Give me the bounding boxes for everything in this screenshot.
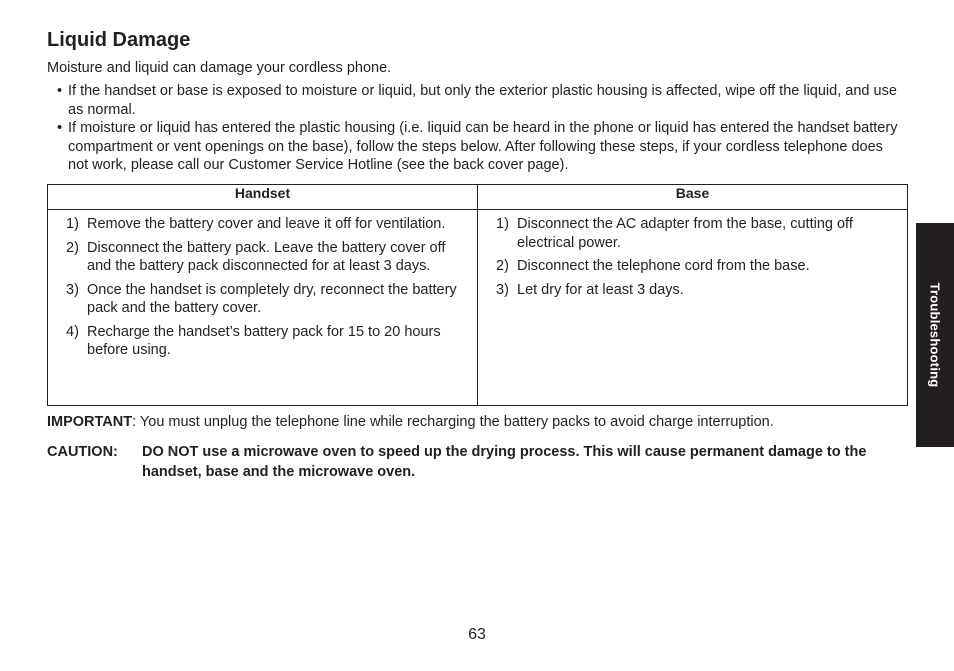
step-number: 1)	[66, 216, 79, 232]
step-text: Once the handset is completely dry, reconnect the battery pack and the battery cover.	[87, 281, 457, 316]
list-item	[66, 239, 469, 276]
step-number: 1)	[496, 216, 509, 232]
handset-steps-cell	[48, 210, 478, 406]
column-header-base: Base	[478, 185, 908, 210]
list-item	[496, 215, 899, 252]
step-number: 4)	[66, 323, 79, 340]
base-step-list	[496, 215, 899, 299]
step-number: 3)	[66, 281, 79, 298]
step-text: Disconnect the battery pack. Leave the battery cover off and the battery pack disconnected for at least 3 days.	[87, 239, 446, 274]
page-number: 63	[468, 626, 486, 643]
handset-step-list	[66, 215, 469, 360]
list-item	[66, 323, 469, 360]
step-text: Disconnect the AC adapter from the base, cutting off electrical power.	[517, 216, 853, 251]
caution-text: DO NOT use a microwave oven to speed up the drying process. This will cause permanent damage to the handset, base and the microwave oven.	[142, 444, 867, 480]
section-tab-label: Troubleshooting	[927, 282, 943, 388]
steps-table	[47, 184, 908, 406]
step-text: Let dry for at least 3 days.	[517, 281, 684, 298]
caution-label: CAUTION:	[47, 444, 118, 460]
important-text: : You must unplug the telephone line while recharging the battery packs to avoid charge interruption.	[132, 414, 774, 430]
step-text: Recharge the handset’s battery pack for 15 to 20 hours before using.	[87, 323, 441, 358]
step-number: 2)	[66, 239, 79, 256]
column-header-handset: Handset	[48, 185, 478, 210]
important-label: IMPORTANT	[47, 414, 133, 430]
caution-note	[47, 443, 877, 482]
list-item	[496, 257, 899, 276]
step-text: Disconnect the telephone cord from the base.	[517, 258, 810, 274]
list-item	[496, 281, 899, 300]
bullet-item: • If moisture or liquid has entered the plastic housing (i.e. liquid can be heard in the phone or liquid has entered the handset battery compartment or vent openings on the base), follow the steps below. After following these steps, if your cordless telephone does not work, please call our Customer Service Hotline (see the back cover page).	[57, 119, 907, 175]
step-number: 2)	[496, 258, 509, 274]
step-number: 3)	[496, 281, 509, 298]
section-tab	[916, 223, 954, 447]
intro-text: Moisture and liquid can damage your cordless phone.	[47, 60, 392, 76]
list-item	[66, 215, 469, 234]
important-note	[47, 413, 927, 431]
table-row	[48, 210, 908, 406]
bullet-list	[57, 82, 907, 175]
step-text: Remove the battery cover and leave it off for ventilation.	[87, 216, 446, 232]
page-title: Liquid Damage	[47, 29, 191, 51]
list-item	[66, 281, 469, 318]
bullet-item: • If the handset or base is exposed to moisture or liquid, but only the exterior plastic housing is affected, wipe off the liquid, and use as normal.	[57, 82, 907, 119]
base-steps-cell	[478, 210, 908, 406]
